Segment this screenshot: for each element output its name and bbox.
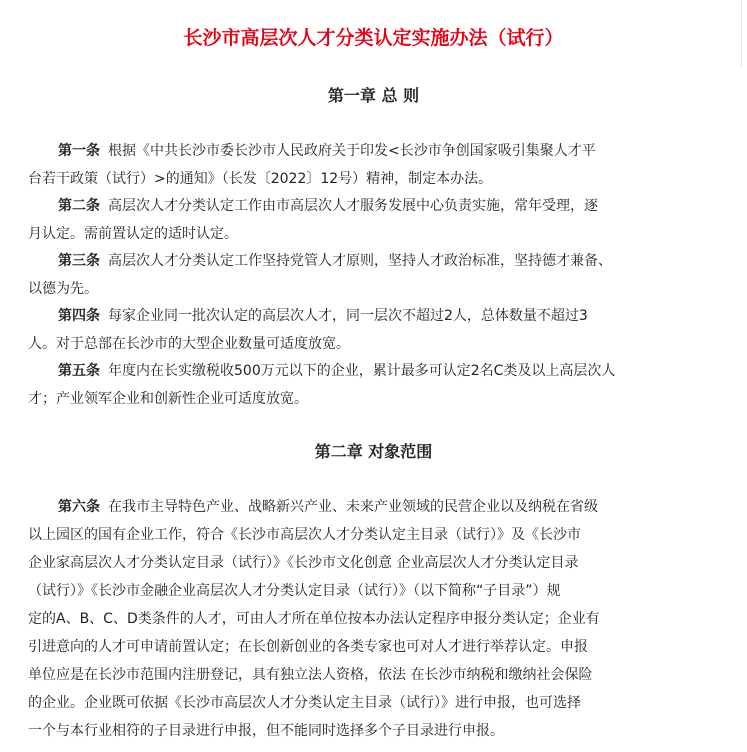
document-title: 长沙市高层次人才分类认定实施办法（试行） — [183, 27, 564, 49]
paragraph-line — [28, 385, 718, 413]
paragraph-line — [28, 689, 718, 717]
article-text: 每家企业同一批次认定的高层次人才，同一层次不超过2人，总体数量不超过3 — [108, 308, 588, 324]
article-text: 高层次人才分类认定工作由市高层次人才服务发展中心负责实施，常年受理，逐 — [108, 198, 598, 214]
paragraph-line — [58, 247, 718, 275]
article-text: 才；产业领军企业和创新性企业可适度放宽。 — [28, 391, 308, 407]
paragraph-line — [28, 220, 718, 248]
article-text: 一个与本行业相符的子目录进行申报，但不能同时选择多个子目录进行申报。 — [28, 723, 504, 739]
article-number: 第五条 — [58, 363, 100, 379]
paragraph-line — [28, 577, 718, 605]
article-text: 年度内在长实缴税收500万元以下的企业，累计最多可认定2名C类及以上高层次人 — [108, 363, 616, 379]
article-text: 企业家高层次人才分类认定目录（试行）》《长沙市文化创意 企业高层次人才分类认定目录 — [28, 555, 579, 571]
paragraph-line — [58, 357, 718, 385]
article-number: 第三条 — [58, 253, 100, 269]
article-text: 月认定。需前置认定的适时认定。 — [28, 226, 238, 242]
article-text: 单位应是在长沙市范围内注册登记，具有独立法人资格，依法 在长沙市纳税和缴纳社会保险 — [28, 667, 593, 683]
article-text: 引进意向的人才可申请前置认定；在长创新创业的各类专家也可对人才进行举荐认定。申报 — [28, 639, 588, 655]
article-text: 定的A、B、C、D类条件的人才，可由人才所在单位按本办法认定程序申报分类认定；企业有 — [28, 611, 600, 627]
paragraph-line — [28, 549, 718, 577]
article-text: 以德为先。 — [28, 281, 98, 297]
paragraph-line — [28, 275, 718, 303]
article-text: 根据《中共长沙市委长沙市人民政府关于印发<长沙市争创国家吸引集聚人才平 — [108, 143, 596, 159]
article-text: 的企业。企业既可依据《长沙市高层次人才分类认定主目录（试行）》进行申报，也可选择 — [28, 695, 581, 711]
chapter-1-heading: 第一章 总 则 — [327, 86, 420, 105]
paragraph-line — [58, 192, 718, 220]
article-number: 第六条 — [58, 499, 100, 515]
paragraph-line — [28, 605, 718, 633]
article-number: 第一条 — [58, 143, 100, 159]
paragraph-line — [28, 717, 718, 745]
paragraph-line — [28, 330, 718, 358]
paragraph-line — [58, 137, 718, 165]
article-text: （试行）》《长沙市金融企业高层次人才分类认定目录（试行）》（以下简称“子目录”）规 — [28, 583, 561, 599]
paragraph-line — [28, 165, 718, 193]
paragraph-line — [58, 302, 718, 330]
paragraph-line — [28, 521, 718, 549]
article-text: 以上园区的国有企业工作，符合《长沙市高层次人才分类认定主目录（试行）》及《长沙市 — [28, 527, 581, 543]
chapter-2-heading: 第二章 对象范围 — [314, 442, 433, 461]
paragraph-line — [28, 633, 718, 661]
article-text: 人。对于总部在长沙市的大型企业数量可适度放宽。 — [28, 336, 350, 352]
paragraph-line — [58, 493, 718, 521]
article-number: 第四条 — [58, 308, 100, 324]
article-text: 台若干政策（试行）>的通知》（长发〔2022〕12号）精神，制定本办法。 — [28, 171, 493, 187]
article-text: 在我市主导特色产业、战略新兴产业、未来产业领域的民营企业以及纳税在省级 — [108, 499, 598, 515]
paragraph-line — [28, 661, 718, 689]
article-text: 高层次人才分类认定工作坚持党管人才原则，坚持人才政治标准，坚持德才兼备、 — [108, 253, 612, 269]
article-number: 第二条 — [58, 198, 100, 214]
